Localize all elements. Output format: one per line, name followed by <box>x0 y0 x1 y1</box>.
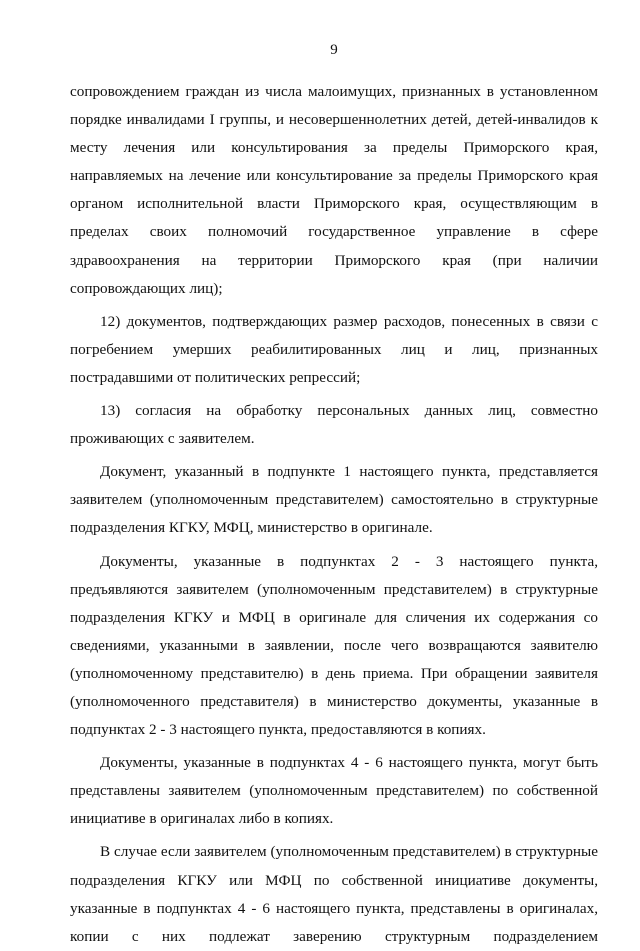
paragraph-continuation: сопровождением граждан из числа малоимущих, признанных в установленном порядке инвалидами I группы, и несовершеннолетних детей, детей-инвалидов к месту лечения или консультирования за пределы Приморского края, направляемых на лечение или консультирование за пределы Приморского края органом исполнительной власти Приморского края, осуществляющим в пределах своих полномочий государственное управление в сфере здравоохранения на территории Приморского края (при наличии сопровождающих лиц); <box>70 83 598 297</box>
paragraph-item-12: 12) документов, подтверждающих размер расходов, понесенных в связи с погребением умерших реабилитированных лиц и лиц, признанных пострадавшими от политических репрессий; <box>70 312 598 386</box>
paragraph-documents-subitems-2-3: Документы, указанные в подпунктах 2 - 3 настоящего пункта, предъявляются заявителем (уполномоченным представителем) в структурные подразделения КГКУ и МФЦ в оригинале для сличения их содержания со сведениями, указанными в заявлении, после чего возвращаются заявителю (уполномоченному представителю) в день приема. При обращении заявителя (уполномоченного представителя) в министерство документы, указанные в подпунктах 2 - 3 настоящего пункта, предоставляются в копиях. <box>70 552 598 739</box>
paragraph-originals-certification: В случае если заявителем (уполномоченным представителем) в структурные подразделения КГКУ или МФЦ по собственной инициативе документы, указанные в подпунктах 4 - 6 настоящего пункта, представлены в оригиналах, копии с них подлежат заверению структурным подразделением <box>70 843 598 945</box>
paragraph-document-subitem-1: Документ, указанный в подпункте 1 настоящего пункта, представляется заявителем (уполномоченным представителем) самостоятельно в структурные подразделения КГКУ, МФЦ, министерство в оригинале. <box>70 463 598 537</box>
paragraph-documents-subitems-4-6: Документы, указанные в подпунктах 4 - 6 настоящего пункта, могут быть представлены заявителем (уполномоченным представителем) по собственной инициативе в оригиналах либо в копиях. <box>70 754 598 828</box>
paragraph-item-13: 13) согласия на обработку персональных данных лиц, совместно проживающих с заявителем. <box>70 402 598 448</box>
document-body <box>70 78 598 951</box>
page-number: 9 <box>330 42 338 58</box>
